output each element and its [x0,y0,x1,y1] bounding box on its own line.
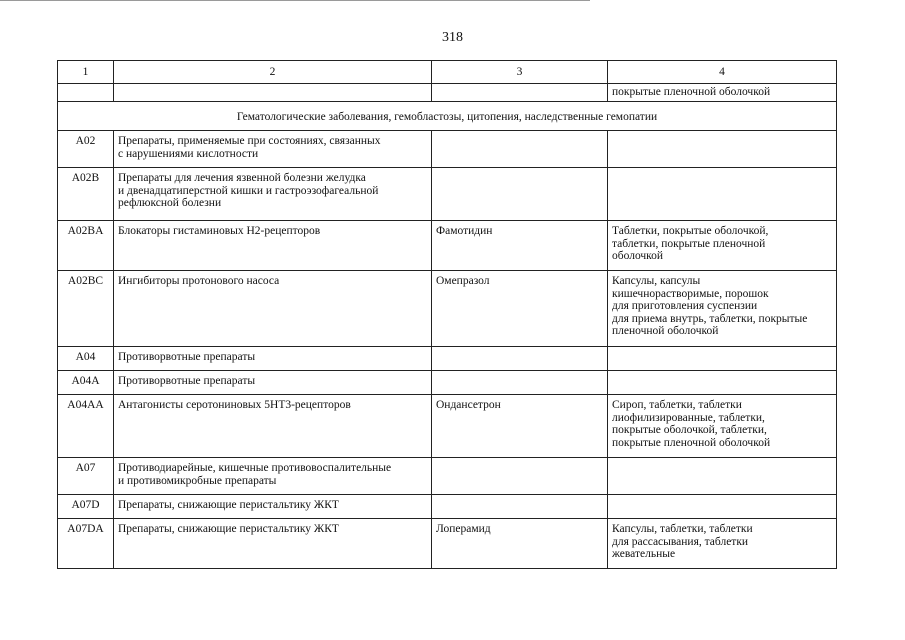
dosage-forms [608,371,837,395]
table-cell [114,84,432,102]
drug-name [432,347,608,371]
drug-name: Омепразол [432,271,608,347]
table-row [58,131,837,168]
drug-name [432,458,608,495]
continuation-row [58,84,837,102]
atc-code: A02B [58,168,114,221]
top-rule [0,0,590,1]
dosage-forms [608,495,837,519]
pharmacological-group: Противорвотные препараты [114,347,432,371]
table-row [58,395,837,458]
table-row [58,347,837,371]
table-row [58,519,837,569]
table-row [58,221,837,271]
drug-name [432,131,608,168]
table-row [58,495,837,519]
drug-name: Лоперамид [432,519,608,569]
drug-name: Фамотидин [432,221,608,271]
table-header-row [58,61,837,84]
pharmacological-group: Препараты, снижающие перистальтику ЖКТ [114,519,432,569]
table-cell [58,84,114,102]
pharmacological-group: Антагонисты серотониновых 5НТ3-рецепторов [114,395,432,458]
pharmacological-group: Препараты, применяемые при состояниях, связанных с нарушениями кислотности [114,131,432,168]
dosage-forms: Капсулы, таблетки, таблетки для рассасывания, таблетки жевательные [608,519,837,569]
pharmacological-group: Препараты для лечения язвенной болезни желудка и двенадцатиперстной кишки и гастроэзофагеальной рефлюксной болезни [114,168,432,221]
dosage-forms [608,347,837,371]
column-number-4: 4 [608,61,837,84]
section-heading: Гематологические заболевания, гемобластозы, цитопения, наследственные гемопатии [58,102,837,131]
atc-code: A04 [58,347,114,371]
pharmacological-group: Ингибиторы протонового насоса [114,271,432,347]
atc-code: A07DA [58,519,114,569]
table-row [58,458,837,495]
section-heading-row [58,102,837,131]
dosage-forms [608,131,837,168]
atc-code: A04AA [58,395,114,458]
atc-code: A02 [58,131,114,168]
atc-code: A07 [58,458,114,495]
drug-table [57,60,837,569]
atc-code: A07D [58,495,114,519]
dosage-forms [608,168,837,221]
atc-code: A04A [58,371,114,395]
column-number-3: 3 [432,61,608,84]
column-number-1: 1 [58,61,114,84]
drug-name: Ондансетрон [432,395,608,458]
dosage-forms [608,458,837,495]
dosage-forms: Капсулы, капсулы кишечнорастворимые, порошок для приготовления суспензии для приема внутрь, таблетки, покрытые пленочной оболочкой [608,271,837,347]
atc-code: A02BC [58,271,114,347]
table-cell: покрытые пленочной оболочкой [608,84,837,102]
dosage-forms: Таблетки, покрытые оболочкой, таблетки, покрытые пленочной оболочкой [608,221,837,271]
page-number: 318 [442,30,463,45]
pharmacological-group: Блокаторы гистаминовых Н2-рецепторов [114,221,432,271]
atc-code: A02BA [58,221,114,271]
pharmacological-group: Препараты, снижающие перистальтику ЖКТ [114,495,432,519]
table-row [58,271,837,347]
pharmacological-group: Противорвотные препараты [114,371,432,395]
table-cell [432,84,608,102]
drug-name [432,168,608,221]
column-number-2: 2 [114,61,432,84]
dosage-forms: Сироп, таблетки, таблетки лиофилизированные, таблетки, покрытые оболочкой, таблетки, покрытые пленочной оболочкой [608,395,837,458]
pharmacological-group: Противодиарейные, кишечные противовоспалительные и противомикробные препараты [114,458,432,495]
drug-name [432,371,608,395]
table-row [58,371,837,395]
table-row [58,168,837,221]
drug-name [432,495,608,519]
